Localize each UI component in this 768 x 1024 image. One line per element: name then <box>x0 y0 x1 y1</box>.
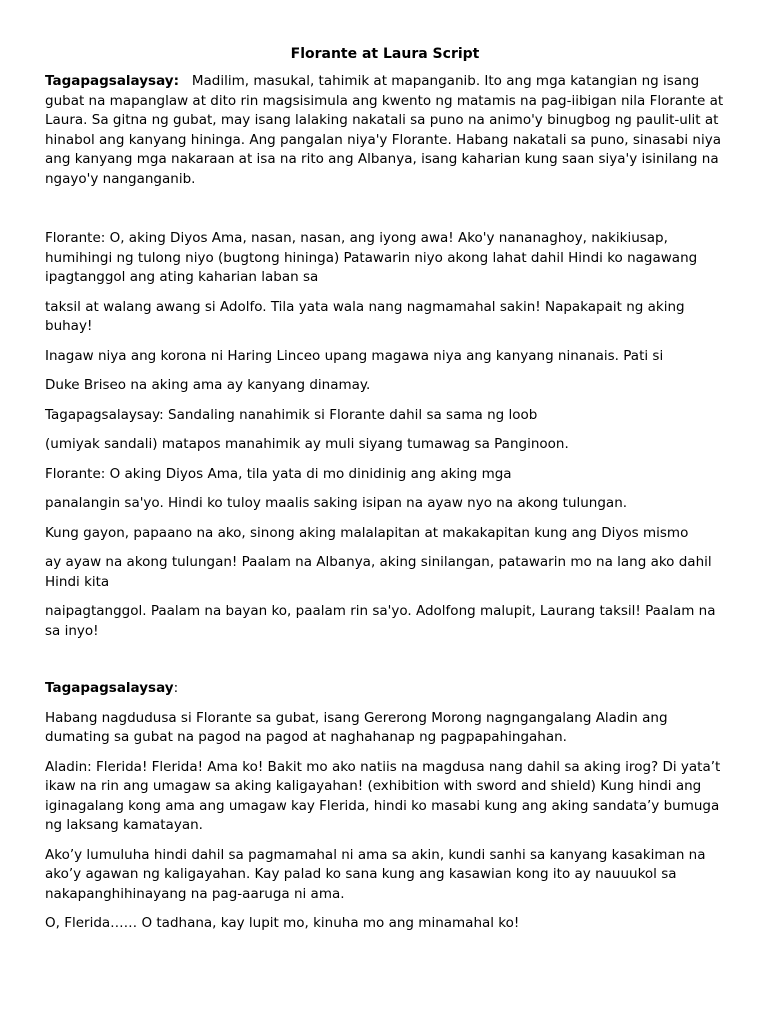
scene1-line: Tagapagsalaysay: Sandaling nanahimik si Florante dahil sa sama ng loob <box>45 406 538 423</box>
scene1-line: panalangin sa'yo. Hindi ko tuloy maalis saking isipan na ayaw nyo na akong tulungan. <box>45 495 628 511</box>
intro-paragraph <box>45 72 725 189</box>
scene1-line: Florante: O aking Diyos Ama, tila yata di mo dinidinig ang aking mga <box>45 465 512 482</box>
scene1-line: (umiyak sandali) matapos manahimik ay muli siyang tumawag sa Panginoon. <box>45 436 569 452</box>
scene1-line: taksil at walang awang si Adolfo. Tila yata wala nang nagmamahal sakin! Napakapait ng aking buhay! <box>45 298 685 334</box>
intro-text: Madilim, masukal, tahimik at mapanganib. Ito ang mga katangian ng isang gubat na mapanglaw at dito rin magsisimula ang kwento ng matamis na pag-iibigan nila Florante at Laura. Sa gitna ng gubat, may isang lalaking nakatali sa puno na animo'y binugbog ng paulit-ulit at hinabol ang kanyang hininga. Ang pangalan niya'y Florante. Habang nakatali sa puno, sinasabi niya ang kanyang mga nakaraan at isa na rito ang Albanya, isang kaharian kung saan siya'y isinilang na ngayo'y nanganganib. <box>45 73 724 187</box>
scene2-colon: : <box>173 680 179 696</box>
section-gap <box>45 651 725 679</box>
scene1-line: Kung gayon, papaano na ako, sinong aking malalapitan at makakapitan kung ang Diyos mismo <box>45 524 689 541</box>
scene2-paragraph: O, Flerida…… O tadhana, kay lupit mo, kinuha mo ang minamahal ko! <box>45 915 520 931</box>
scene2-paragraph: Habang nagdudusa si Florante sa gubat, isang Gererong Morong nagngangalang Aladin ang dumating sa gubat na pagod na pagod at naghahanap ng pagpapahingahan. <box>45 709 668 745</box>
scene1-line: Inagaw niya ang korona ni Haring Linceo upang magawa niya ang kanyang ninanais. Pati si <box>45 347 664 364</box>
scene1-line: Duke Briseo na aking ama ay kanyang dinamay. <box>45 377 371 393</box>
scene2-speaker: Tagapagsalaysay <box>45 680 174 696</box>
scene1-line: Florante: O, aking Diyos Ama, nasan, nasan, ang iyong awa! Ako'y nananaghoy, nakikiusap, humihingi ng tulong niyo (bugtong hininga) Patawarin niyo akong lahat dahil Hindi ko nagawang ipagtanggol ang ating kaharian laban sa <box>45 230 698 285</box>
scene1-line: naipagtanggol. Paalam na bayan ko, paalam rin sa'yo. Adolfong malupit, Laurang taksil! Paalam na sa inyo! <box>45 603 716 639</box>
document-title: Florante at Laura Script <box>290 46 480 62</box>
scene2-paragraph: Ako’y lumuluha hindi dahil sa pagmamahal ni ama sa akin, kundi sanhi sa kanyang kasakiman na ako’y agawan ng kaligayahan. Kay palad ko sana kung ang kasawian kong ito ay nauuukol sa nakapanghihinayang na pag-aaruga ni ama. <box>45 846 706 902</box>
intro-speaker: Tagapagsalaysay: <box>45 73 179 89</box>
scene1-line: ay ayaw na akong tulungan! Paalam na Albanya, aking sinilangan, patawarin mo na lang ako dahil Hindi kita <box>45 554 712 590</box>
scene2-paragraph: Aladin: Flerida! Flerida! Ama ko! Bakit mo ako natiis na magdusa nang dahil sa aking irog? Di yata’t ikaw na rin ang umagaw sa aking kaligayahan! (exhibition with sword and shield) Kung hindi ang iginagalang kong ama ang umagaw kay Flerida, hindi ko masabi kung ang aking sandata’y bumuga ng laksang kamatayan. <box>45 758 721 833</box>
document-page <box>45 44 725 944</box>
section-gap <box>45 199 725 229</box>
scene2-heading <box>45 679 725 699</box>
